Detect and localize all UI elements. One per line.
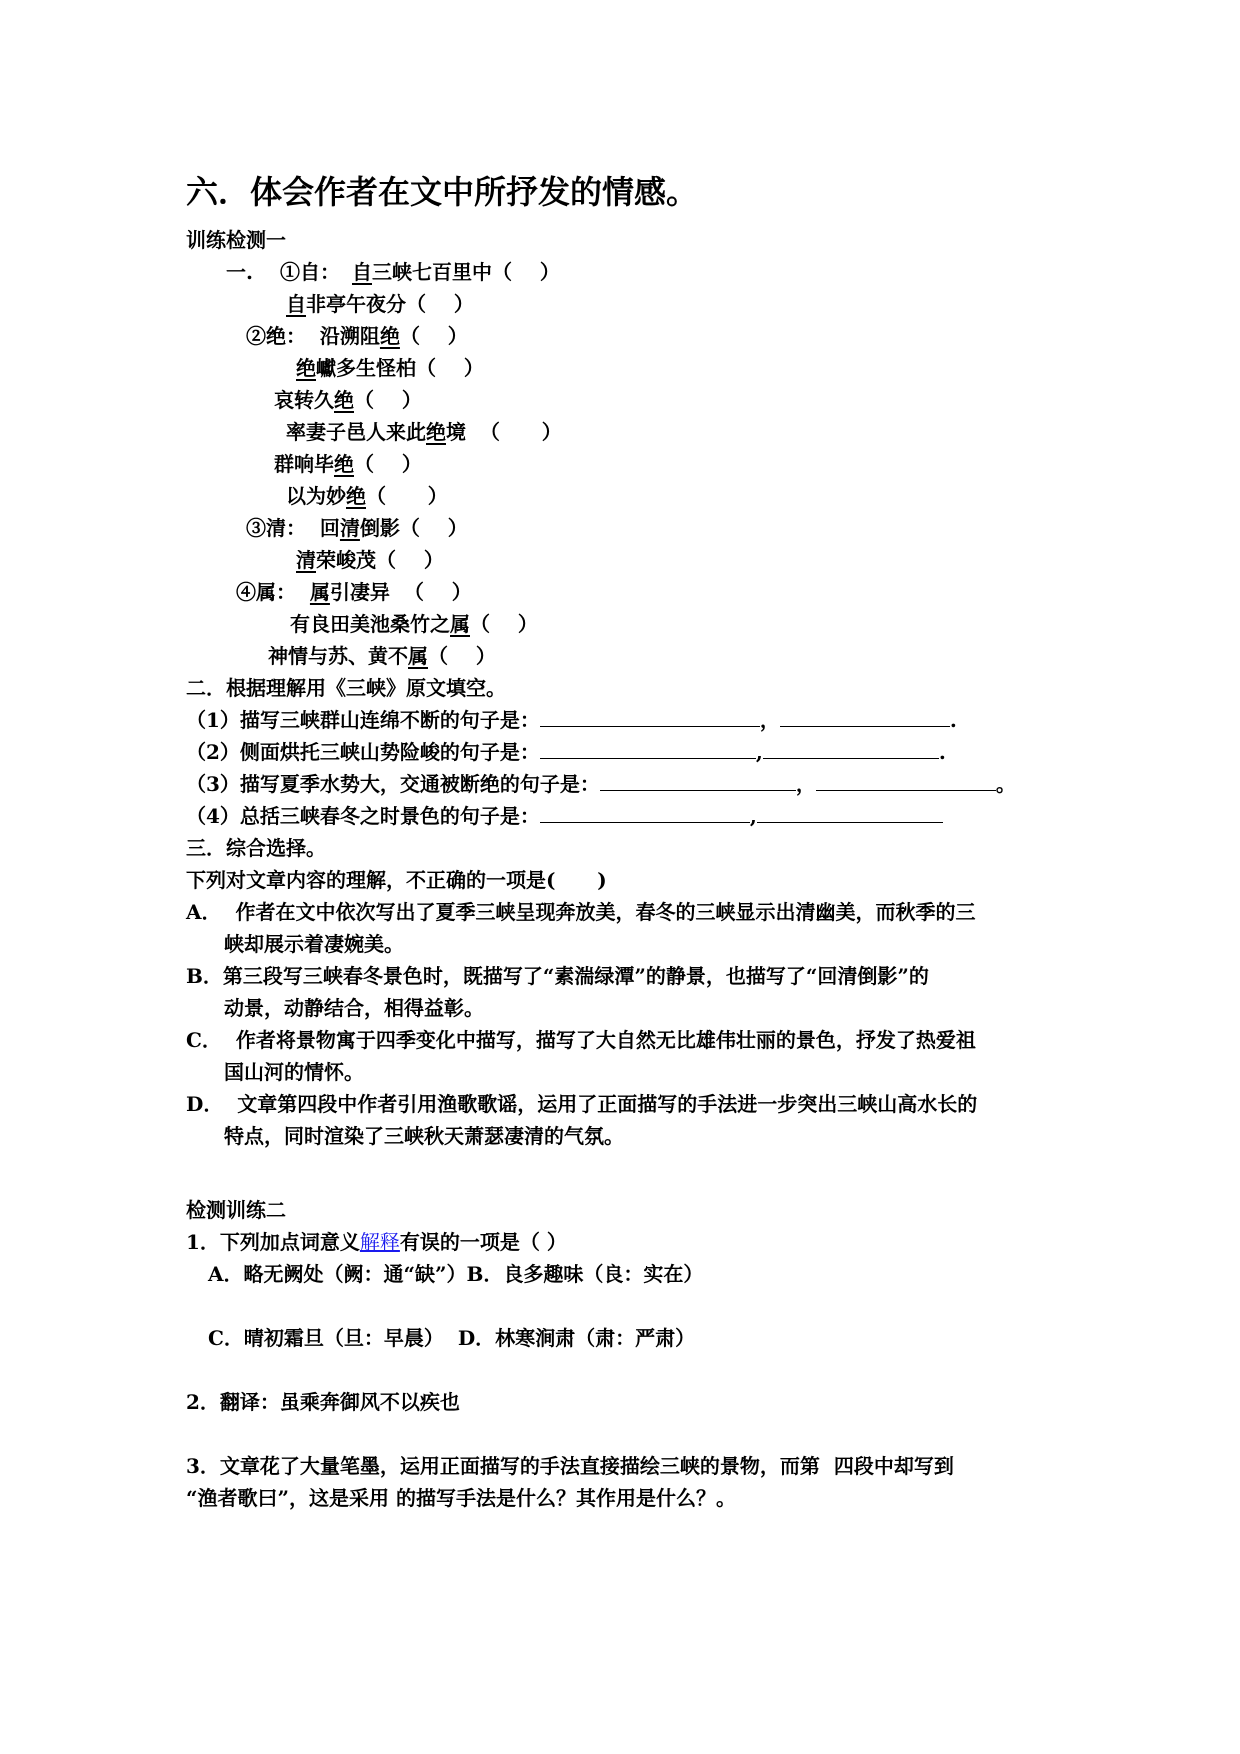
question-1-options-row2: C．晴初霜旦（旦：早晨） D．林寒涧肃（肃：严肃） [208,1326,696,1350]
option-c: C． 作者将景物寓于四季变化中描写，描写了大自然无比雄伟壮丽的景色，抒发了热爱祖 [186,1028,976,1052]
dotted-word: 绝 [346,484,366,508]
part1-item: ④属： 属引凄异 （ ） [236,580,472,604]
answer-blank[interactable] [757,804,943,823]
part1-item: 自三峡七百里中（ ） [352,260,560,284]
part1-item: 有良田美池桑竹之属（ ） [290,612,538,636]
part3-question: 下列对文章内容的理解，不正确的一项是( ) [186,868,607,892]
part1-item: 清荣峻茂（ ） [296,548,444,572]
dotted-word: 清 [339,516,360,540]
part1-item: 自非亭午夜分（ ） [286,292,474,316]
fill-in-item: （2）侧面烘托三峡山势险峻的句子是： , . [186,740,946,764]
option-d-cont: 特点，同时渲染了三峡秋天萧瑟凄清的气氛。 [224,1124,624,1148]
part1-item: 以为妙绝（ ） [286,484,448,508]
answer-blank[interactable] [763,740,939,759]
part1-item: 神情与苏、黄不属（ ） [268,644,496,668]
answer-blank[interactable] [540,708,760,727]
dotted-word: 自 [286,292,306,316]
explanation-link[interactable]: 解释 [359,1230,400,1254]
dotted-word: 清 [296,548,316,572]
part1-item: ②绝： 沿溯阻绝（ ） [246,324,468,348]
dotted-word: 自 [352,260,372,284]
part1-number: 一. [226,260,253,284]
option-c-cont: 国山河的情怀。 [224,1060,364,1084]
option-a: A． 作者在文中依次写出了夏季三峡呈现奔放美，春冬的三峡显示出清幽美，而秋季的三 [186,900,976,924]
dotted-word: 绝 [379,324,400,348]
question-3-cont: “渔者歌曰”，这是采用 的描写手法是什么？其作用是什么？。 [186,1486,736,1510]
fill-in-item: （3）描写夏季水势大，交通被断绝的句子是： ， 。 [186,772,1016,796]
question-1-options-row1: A．略无阙处（阙：通“缺”）B．良多趣味（良：实在） [208,1262,704,1286]
part1-item: 绝巘多生怪柏（ ） [296,356,484,380]
option-b: B．第三段写三峡春冬景色时，既描写了“素湍绿潭”的静景，也描写了“回清倒影”的 [186,964,929,988]
section-heading-test1: 训练检测一 [186,228,286,252]
option-d: D． 文章第四段中作者引用渔歌歌谣，运用了正面描写的手法进一步突出三峡山高水长的 [186,1092,978,1116]
question-1: 1．下列加点词意义解释有误的一项是（ ） [186,1230,567,1254]
dotted-word: 属 [450,612,470,636]
option-a-cont: 峡却展示着凄婉美。 [224,932,404,956]
dotted-word: 绝 [426,420,446,444]
part1-group1-label: ①自： [280,260,340,284]
dotted-word: 属 [309,580,330,604]
answer-blank[interactable] [780,708,950,727]
dotted-word: 绝 [334,452,354,476]
part3-heading: 三．综合选择。 [186,836,326,860]
question-2: 2．翻译：虽乘奔御风不以疾也 [186,1390,460,1414]
answer-blank[interactable] [540,804,750,823]
answer-blank[interactable] [816,772,996,791]
dotted-word: 绝 [296,356,316,380]
part1-item: 群响毕绝（ ） [274,452,422,476]
answer-blank[interactable] [600,772,796,791]
part2-heading: 二．根据理解用《三峡》原文填空。 [186,676,506,700]
part1-item: 率妻子邑人来此绝境 （ ） [286,420,562,444]
fill-in-item: （1）描写三峡群山连绵不断的句子是： ， . [186,708,957,732]
page-title: 六．体会作者在文中所抒发的情感。 [186,173,699,211]
section-heading-test2: 检测训练二 [186,1198,286,1222]
fill-in-item: （4）总括三峡春冬之时景色的句子是： , [186,804,943,828]
option-b-cont: 动景，动静结合，相得益彰。 [224,996,484,1020]
dotted-word: 绝 [334,388,354,412]
answer-blank[interactable] [540,740,756,759]
dotted-word: 属 [408,644,428,668]
part1-item: 哀转久绝（ ） [274,388,422,412]
question-3: 3．文章花了大量笔墨，运用正面描写的手法直接描绘三峡的景物，而第 四段中却写到 [186,1454,954,1478]
part1-item: ③清： 回清倒影（ ） [246,516,468,540]
